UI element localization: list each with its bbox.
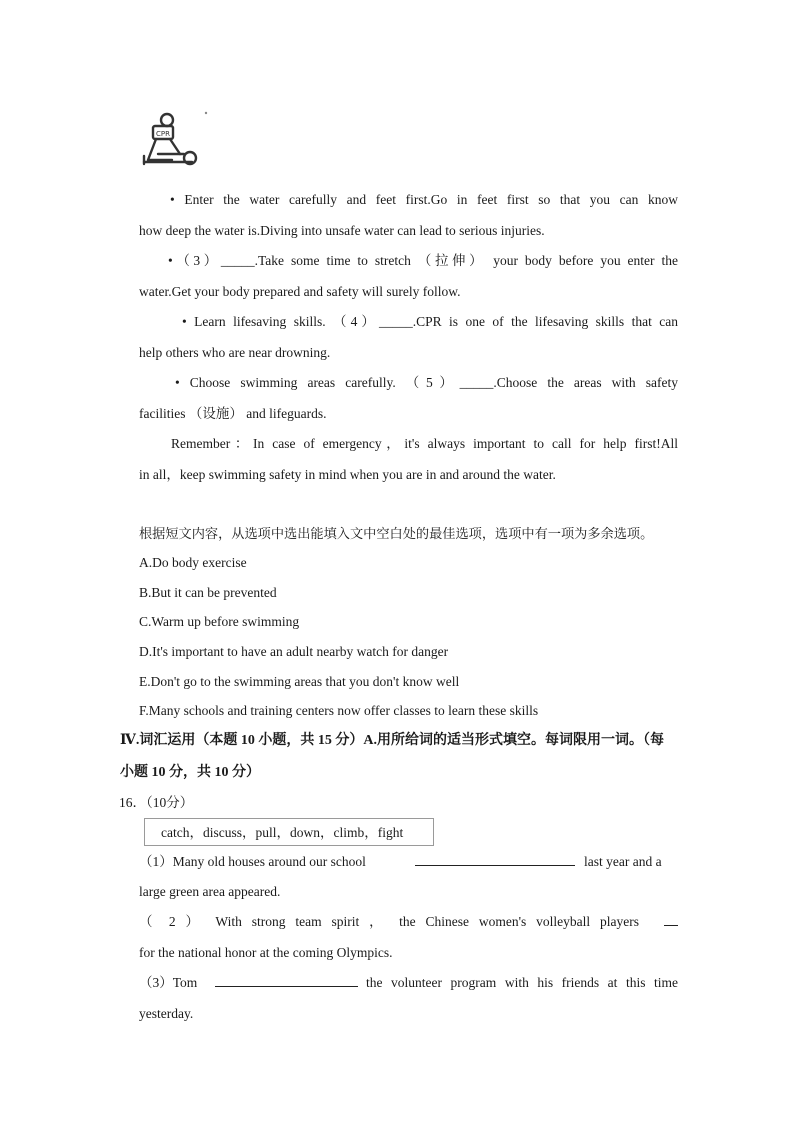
q1-suffix: last year and a — [584, 854, 662, 869]
option-b: B.But it can be prevented — [139, 585, 277, 600]
q1-line-2: large green area appeared. — [139, 884, 281, 899]
bullet-2-line-1: •（3）_____.Take some time to stretch （拉伸） your body before you enter the — [168, 253, 678, 268]
option-c: C.Warm up before swimming — [139, 614, 300, 629]
q1-answer-blank[interactable] — [415, 853, 575, 866]
option-d: D.It's important to have an adult nearby watch for danger — [139, 644, 449, 659]
q2-answer-blank[interactable] — [664, 913, 678, 926]
section-title-line-2: 小题 10 分，共 10 分） — [120, 765, 260, 780]
bullet-1-line-1: • Enter the water carefully and feet first.Go in feet first so that you can know — [170, 192, 678, 207]
q3-prefix: （3）Tom — [139, 975, 198, 990]
cpr-icon — [140, 110, 212, 172]
q3-line-2: yesterday. — [139, 1006, 194, 1021]
bullet-4-line-1: • Choose swimming areas carefully. （5）_____.Choose the areas with safety — [175, 375, 678, 390]
option-a: A.Do body exercise — [139, 555, 247, 570]
q2-line-2: for the national honor at the coming Olympics. — [139, 945, 393, 960]
word-bank: catch，discuss，pull，down，climb，fight — [161, 825, 404, 840]
bullet-1-line-2: how deep the water is.Diving into unsafe water can lead to serious injuries. — [139, 223, 545, 238]
svg-text:CPR: CPR — [156, 130, 170, 138]
remember-line-1: Remember：In case of emergency，it's always important to call for help first!All — [171, 436, 678, 451]
instruction: 根据短文内容，从选项中选出能填入文中空白处的最佳选项，选项中有一项为多余选项。 — [139, 526, 654, 541]
q3-answer-blank[interactable] — [215, 974, 358, 987]
q1-prefix: （1）Many old houses around our school — [139, 854, 366, 869]
option-f: F.Many schools and training centers now offer classes to learn these skills — [139, 703, 539, 718]
q2-prefix: （ 2 ） With strong team spirit ， the Chinese women's volleyball players — [139, 914, 639, 929]
remember-line-2: in all，keep swimming safety in mind when you are in and around the water. — [139, 467, 556, 482]
word-bank-box — [144, 818, 434, 846]
bullet-3-line-1: • Learn lifesaving skills. （4）_____.CPR is one of the lifesaving skills that can — [182, 314, 678, 329]
section-title-line-1: Ⅳ.词汇运用（本题 10 小题，共 15 分）A.用所给词的适当形式填空。每词限用一词。（每 — [120, 733, 664, 748]
bullet-2-line-2: water.Get your body prepared and safety will surely follow. — [139, 284, 461, 299]
question-number: 16．（10分） — [119, 795, 194, 810]
bullet-3-line-2: help others who are near drowning. — [139, 345, 331, 360]
bullet-4-line-2: facilities （设施） and lifeguards. — [139, 406, 327, 421]
q3-suffix: the volunteer program with his friends at this time — [366, 975, 678, 990]
option-e: E.Don't go to the swimming areas that you don't know well — [139, 674, 460, 689]
